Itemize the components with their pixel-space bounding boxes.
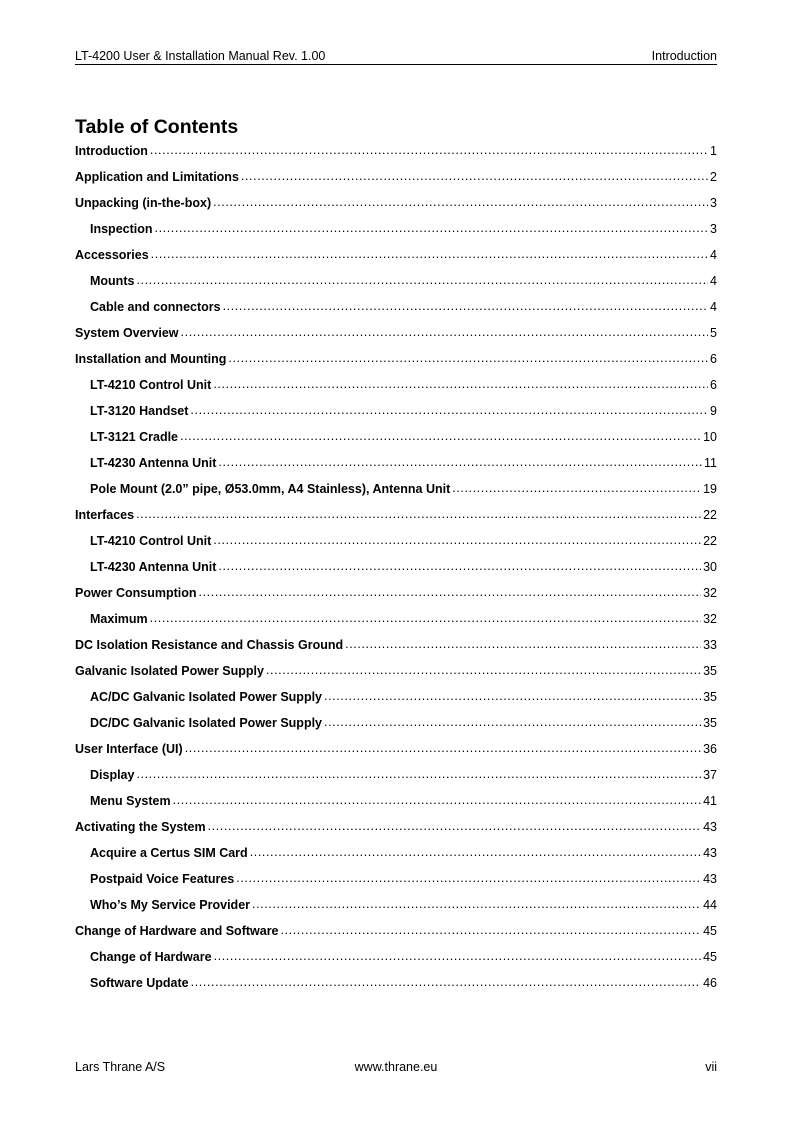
toc-entry-label[interactable]: Maximum	[90, 612, 148, 626]
toc-entry[interactable]	[75, 922, 717, 948]
toc-entry[interactable]	[75, 974, 717, 1000]
toc-entry[interactable]	[75, 454, 717, 480]
toc-entry[interactable]	[75, 870, 717, 896]
toc-entry-page-number[interactable]: 1	[710, 144, 717, 158]
toc-entry-page-number[interactable]: 43	[703, 820, 717, 834]
toc-entry[interactable]	[75, 220, 717, 246]
toc-entry-page-number[interactable]: 22	[703, 534, 717, 548]
toc-dot-leader	[180, 427, 701, 445]
toc-dot-leader	[241, 167, 708, 185]
toc-dot-leader	[345, 635, 701, 653]
toc-entry-label[interactable]: Menu System	[90, 794, 171, 808]
toc-entry-label[interactable]: Change of Hardware	[90, 950, 212, 964]
toc-dot-leader	[136, 505, 701, 523]
toc-dot-leader	[213, 531, 701, 549]
toc-entry-page-number[interactable]: 35	[703, 716, 717, 730]
toc-entry-label[interactable]: LT-4230 Antenna Unit	[90, 456, 217, 470]
toc-entry-page-number[interactable]: 32	[703, 586, 717, 600]
toc-entry[interactable]	[75, 818, 717, 844]
toc-entry-label[interactable]: Software Update	[90, 976, 189, 990]
toc-entry-label[interactable]: Mounts	[90, 274, 135, 288]
toc-entry-label[interactable]: Change of Hardware and Software	[75, 924, 279, 938]
toc-dot-leader	[213, 193, 708, 211]
toc-entry-label[interactable]: Who’s My Service Provider	[90, 898, 251, 912]
toc-entry-label[interactable]: AC/DC Galvanic Isolated Power Supply	[90, 690, 323, 704]
toc-entry-page-number[interactable]: 6	[710, 352, 717, 366]
toc-entry-page-number[interactable]: 5	[710, 326, 717, 340]
page-header	[75, 48, 717, 65]
toc-dot-leader	[214, 947, 702, 965]
table-of-contents	[75, 142, 717, 1000]
toc-entry-label[interactable]: Installation and Mounting	[75, 352, 227, 366]
toc-dot-leader	[252, 895, 701, 913]
toc-entry-page-number[interactable]: 41	[703, 794, 717, 808]
toc-entry[interactable]	[75, 480, 717, 506]
toc-dot-leader	[228, 349, 708, 367]
toc-dot-leader	[151, 245, 708, 263]
toc-entry-label[interactable]: Postpaid Voice Features	[90, 872, 235, 886]
toc-entry-page-number[interactable]: 35	[703, 690, 717, 704]
toc-dot-leader	[191, 973, 701, 991]
toc-entry-page-number[interactable]: 33	[703, 638, 717, 652]
toc-entry[interactable]	[75, 948, 717, 974]
toc-entry-page-number[interactable]: 19	[703, 482, 717, 496]
toc-entry-label[interactable]: Cable and connectors	[90, 300, 221, 314]
toc-entry-label[interactable]: LT-4210 Control Unit	[90, 378, 212, 392]
toc-entry[interactable]	[75, 506, 717, 532]
toc-dot-leader	[324, 713, 701, 731]
toc-entry-label[interactable]: Accessories	[75, 248, 149, 262]
toc-entry[interactable]	[75, 194, 717, 220]
toc-entry[interactable]	[75, 662, 717, 688]
toc-entry[interactable]	[75, 636, 717, 662]
toc-entry[interactable]	[75, 896, 717, 922]
toc-entry-page-number[interactable]: 10	[703, 430, 717, 444]
toc-entry-page-number[interactable]: 4	[710, 274, 717, 288]
toc-entry[interactable]	[75, 298, 717, 324]
toc-entry-label[interactable]: Introduction	[75, 144, 148, 158]
toc-entry-page-number[interactable]: 2	[710, 170, 717, 184]
toc-entry-page-number[interactable]: 43	[703, 846, 717, 860]
toc-entry[interactable]	[75, 584, 717, 610]
toc-entry-label[interactable]: DC/DC Galvanic Isolated Power Supply	[90, 716, 323, 730]
toc-dot-leader	[266, 661, 701, 679]
toc-entry-label[interactable]: LT-4230 Antenna Unit	[90, 560, 217, 574]
toc-dot-leader	[281, 921, 702, 939]
toc-dot-leader	[185, 739, 701, 757]
toc-entry-page-number[interactable]: 11	[704, 456, 717, 470]
footer-website: www.thrane.eu	[354, 1060, 438, 1074]
toc-dot-leader	[452, 479, 701, 497]
toc-entry-page-number[interactable]: 32	[703, 612, 717, 626]
toc-entry-label[interactable]: Acquire a Certus SIM Card	[90, 846, 248, 860]
toc-entry[interactable]	[75, 740, 717, 766]
toc-entry[interactable]	[75, 532, 717, 558]
toc-dot-leader	[236, 869, 701, 887]
toc-entry-page-number[interactable]: 6	[710, 378, 717, 392]
toc-entry-page-number[interactable]: 45	[703, 950, 717, 964]
toc-dot-leader	[250, 843, 701, 861]
toc-dot-leader	[173, 791, 702, 809]
toc-entry-label[interactable]: Power Consumption	[75, 586, 197, 600]
toc-entry[interactable]	[75, 246, 717, 272]
toc-dot-leader	[190, 401, 708, 419]
toc-entry[interactable]	[75, 766, 717, 792]
toc-entry-label[interactable]: LT-3121 Cradle	[90, 430, 179, 444]
toc-entry-label[interactable]: Unpacking (in-the-box)	[75, 196, 212, 210]
toc-dot-leader	[150, 141, 708, 159]
toc-dot-leader	[208, 817, 702, 835]
toc-entry[interactable]	[75, 610, 717, 636]
toc-entry-label[interactable]: LT-3120 Handset	[90, 404, 189, 418]
toc-entry-page-number[interactable]: 43	[703, 872, 717, 886]
toc-dot-leader	[136, 765, 701, 783]
toc-entry[interactable]	[75, 558, 717, 584]
toc-entry[interactable]	[75, 350, 717, 376]
toc-entry-page-number[interactable]: 3	[710, 196, 717, 210]
toc-entry-label[interactable]: Activating the System	[75, 820, 206, 834]
toc-entry-page-number[interactable]: 37	[703, 768, 717, 782]
toc-entry-page-number[interactable]: 45	[703, 924, 717, 938]
toc-entry-page-number[interactable]: 35	[703, 664, 717, 678]
toc-dot-leader	[150, 609, 701, 627]
toc-dot-leader	[181, 323, 709, 341]
toc-dot-leader	[136, 271, 708, 289]
toc-entry-label[interactable]: System Overview	[75, 326, 179, 340]
toc-entry-label[interactable]: Application and Limitations	[75, 170, 239, 184]
toc-entry[interactable]	[75, 272, 717, 298]
toc-entry-page-number[interactable]: 46	[703, 976, 717, 990]
footer-company: Lars Thrane A/S	[75, 1060, 166, 1074]
toc-entry[interactable]	[75, 168, 717, 194]
toc-entry-label[interactable]: Interfaces	[75, 508, 135, 522]
toc-entry-page-number[interactable]: 36	[703, 742, 717, 756]
toc-dot-leader	[324, 687, 701, 705]
toc-entry-page-number[interactable]: 44	[703, 898, 717, 912]
toc-title: Table of Contents	[75, 116, 239, 138]
toc-entry-label[interactable]: LT-4210 Control Unit	[90, 534, 212, 548]
page-footer	[75, 1058, 717, 1076]
toc-entry-page-number[interactable]: 4	[710, 300, 717, 314]
toc-entry[interactable]	[75, 324, 717, 350]
toc-entry-label[interactable]: Pole Mount (2.0” pipe, Ø53.0mm, A4 Stainless), Antenna Unit	[90, 482, 451, 496]
toc-entry[interactable]	[75, 792, 717, 818]
toc-entry-page-number[interactable]: 22	[703, 508, 717, 522]
toc-dot-leader	[213, 375, 708, 393]
toc-entry-page-number[interactable]: 4	[710, 248, 717, 262]
toc-entry[interactable]	[75, 402, 717, 428]
footer-page-number: vii	[705, 1060, 717, 1074]
toc-entry-label[interactable]: Display	[90, 768, 135, 782]
toc-entry-label[interactable]: DC Isolation Resistance and Chassis Ground	[75, 638, 344, 652]
toc-entry-page-number[interactable]: 3	[710, 222, 717, 236]
toc-entry-page-number[interactable]: 30	[703, 560, 717, 574]
toc-dot-leader	[199, 583, 702, 601]
toc-entry[interactable]	[75, 428, 717, 454]
toc-dot-leader	[155, 219, 709, 237]
toc-entry-page-number[interactable]: 9	[710, 404, 717, 418]
toc-dot-leader	[218, 557, 701, 575]
toc-entry-label[interactable]: Inspection	[90, 222, 153, 236]
toc-entry[interactable]	[75, 142, 717, 168]
toc-entry-label[interactable]: User Interface (UI)	[75, 742, 183, 756]
toc-entry-label[interactable]: Galvanic Isolated Power Supply	[75, 664, 264, 678]
toc-entry[interactable]	[75, 844, 717, 870]
header-document-title: LT-4200 User & Installation Manual Rev. 1.00	[75, 49, 326, 63]
header-section-title: Introduction	[651, 49, 717, 63]
toc-dot-leader	[223, 297, 708, 315]
toc-entry[interactable]	[75, 376, 717, 402]
toc-dot-leader	[218, 453, 702, 471]
toc-entry[interactable]	[75, 714, 717, 740]
toc-entry[interactable]	[75, 688, 717, 714]
